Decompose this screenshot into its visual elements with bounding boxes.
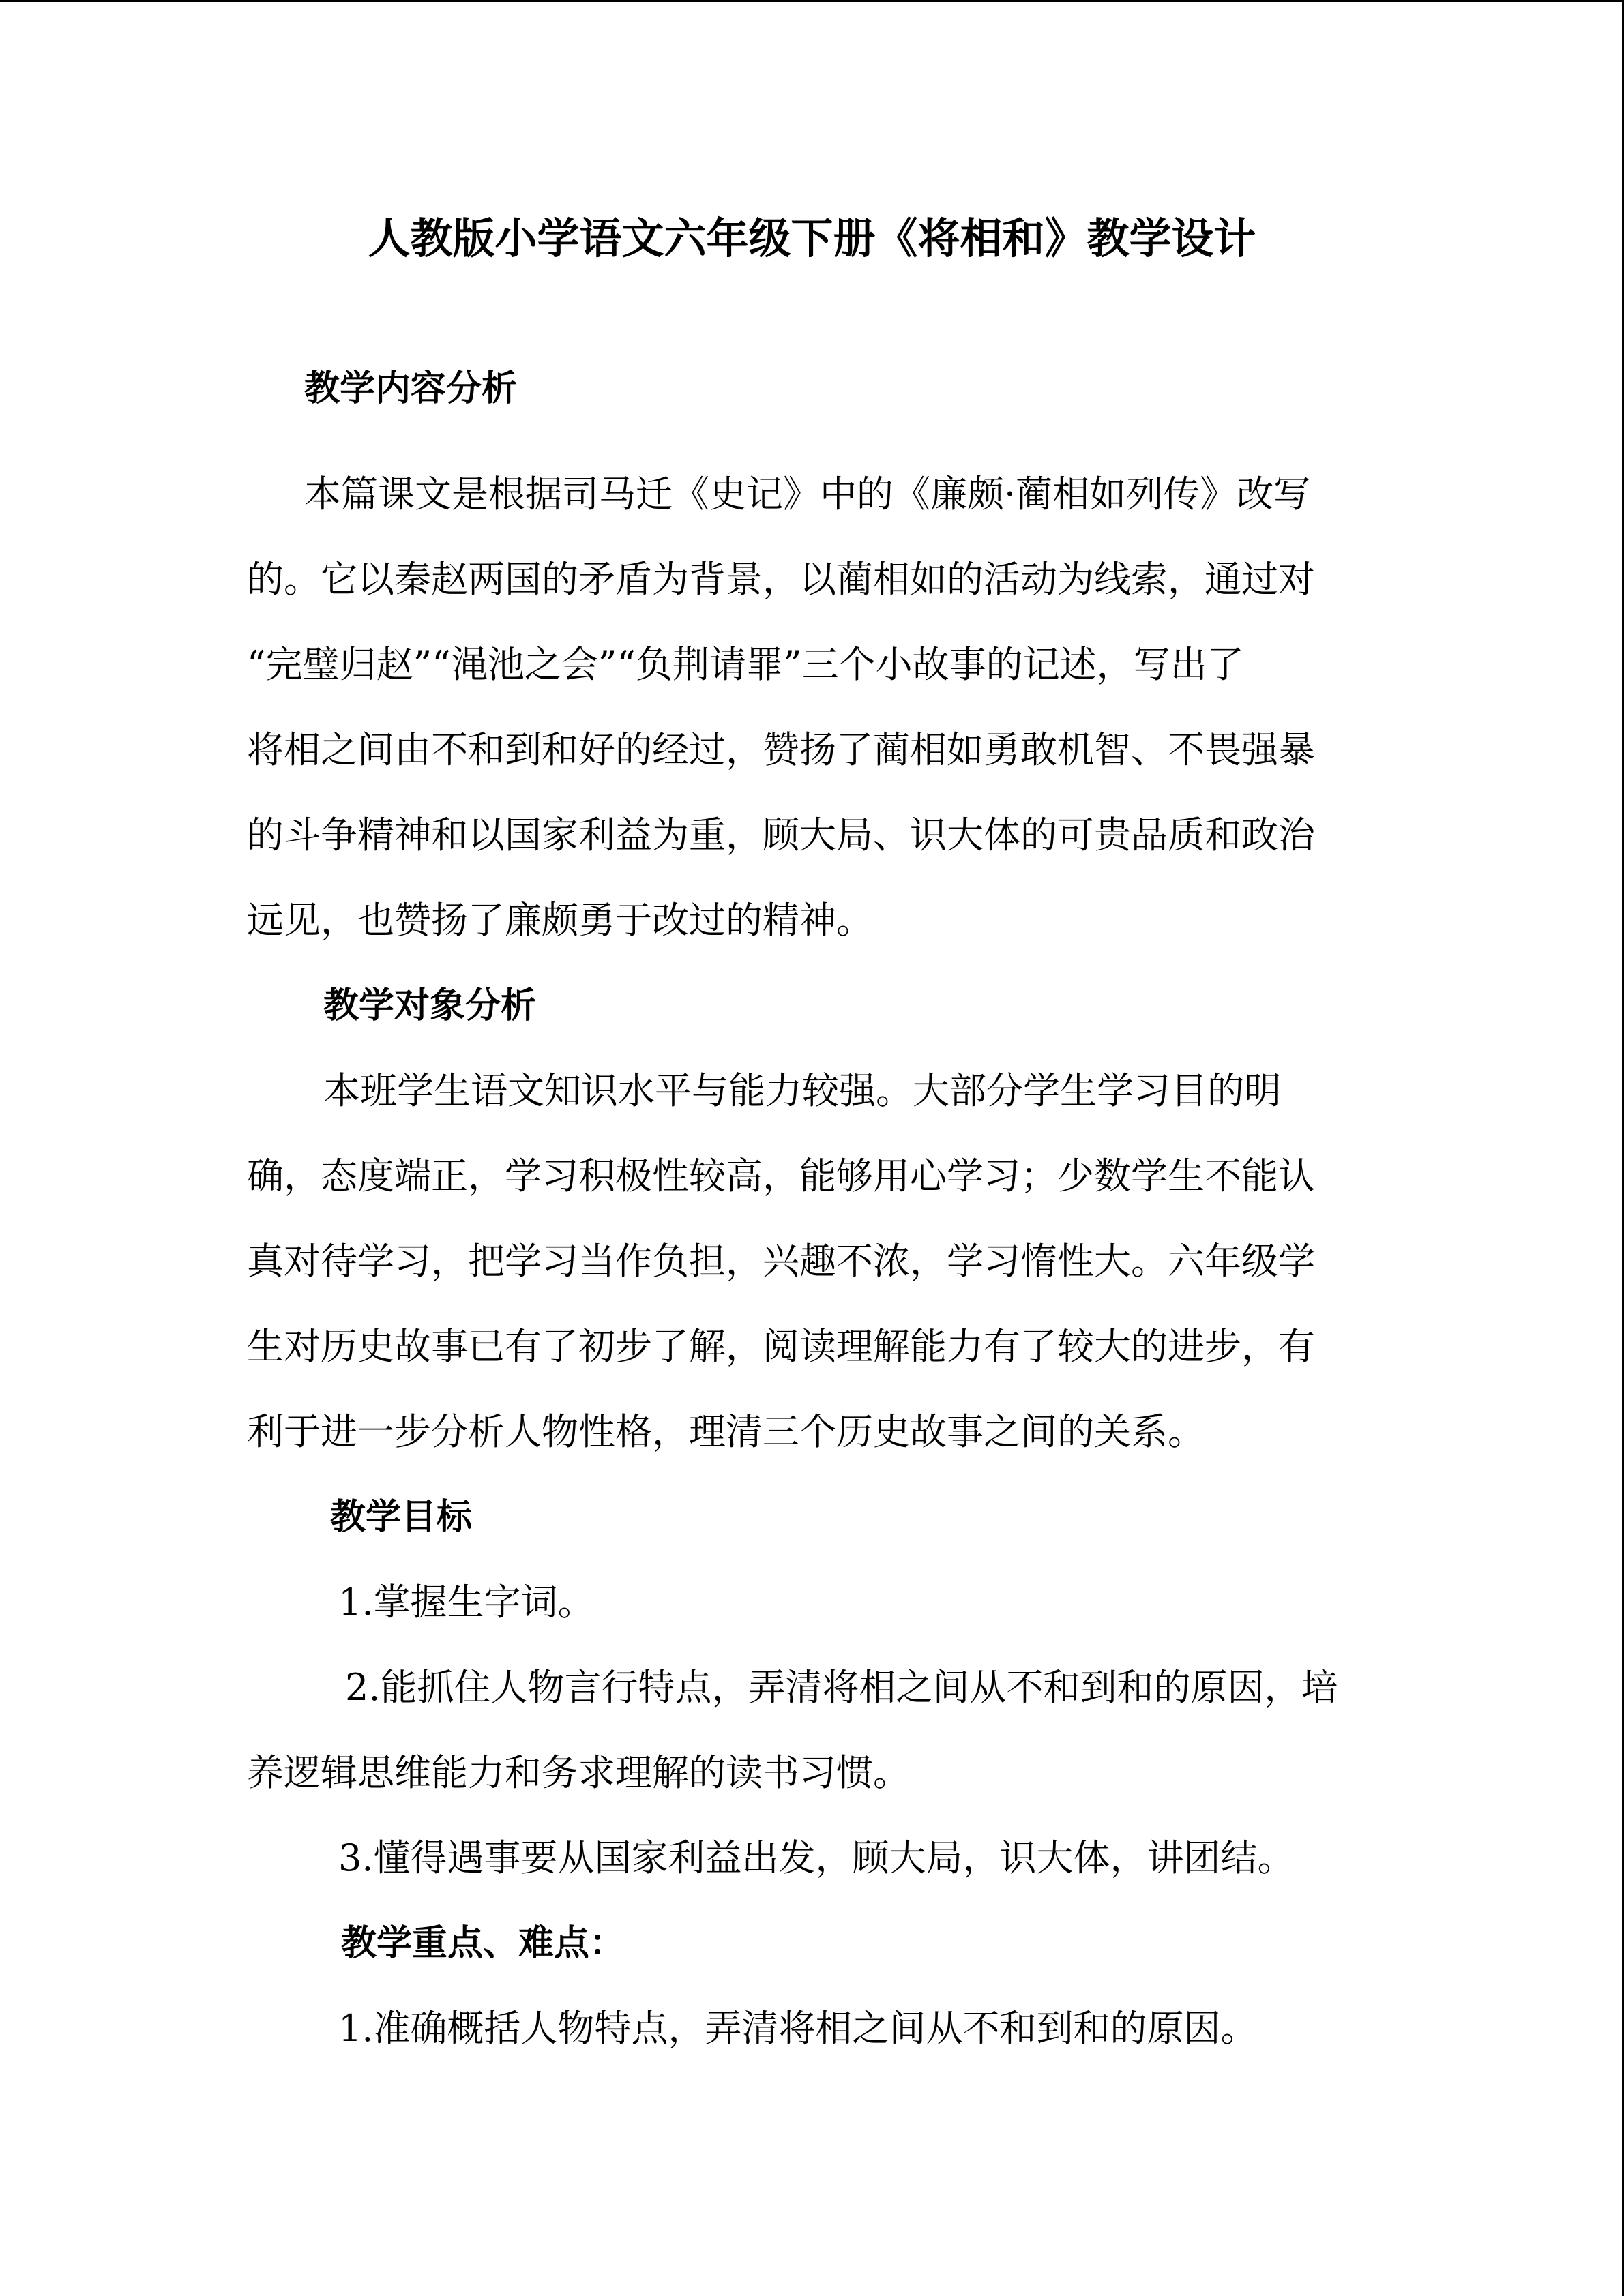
objective-item: 1.掌握生字词。 (338, 1581, 595, 1624)
paragraph-line: 本班学生语文知识水平与能力较强。大部分学生学习目的明 (323, 1069, 1281, 1112)
paragraph-line: 养逻辑思维能力和务求理解的读书习惯。 (247, 1751, 910, 1794)
heading-key-points: 教学重点、难点： (341, 1923, 625, 1964)
paragraph-line: “完璧归赵”“渑池之会”“负荆请罪”三个小故事的记述，写出了 (247, 643, 1244, 686)
document-title: 人教版小学语文六年级下册《将相和》教学设计 (368, 213, 1256, 263)
paragraph-line: 的斗争精神和以国家利益为重，顾大局、识大体的可贵品质和政治 (247, 814, 1315, 856)
paragraph-line: 的。它以秦赵两国的矛盾为背景，以蔺相如的活动为线索，通过对 (247, 558, 1315, 601)
objective-item: 2.能抓住人物言行特点，弄清将相之间从不和到和的原因，培 (345, 1666, 1338, 1709)
objective-item: 3.懂得遇事要从国家利益出发，顾大局，识大体，讲团结。 (338, 1836, 1295, 1879)
paragraph-line: 将相之间由不和到和好的经过，赞扬了蔺相如勇敢机智、不畏强暴 (247, 728, 1315, 771)
heading-objectives: 教学目标 (330, 1497, 473, 1538)
paragraph-line: 本篇课文是根据司马迁《史记》中的《廉颇·蔺相如列传》改写 (304, 473, 1311, 516)
key-point-item: 1.准确概括人物特点，弄清将相之间从不和到和的原因。 (338, 2007, 1258, 2050)
paragraph-line: 确，态度端正，学习积极性较高，能够用心学习；少数学生不能认 (247, 1154, 1315, 1197)
paragraph-line: 真对待学习，把学习当作负担，兴趣不浓，学习惰性大。六年级学 (247, 1240, 1315, 1283)
paragraph-line: 远见，也赞扬了廉颇勇于改过的精神。 (247, 899, 873, 942)
paragraph-line: 生对历史故事已有了初步了解，阅读理解能力有了较大的进步，有 (247, 1325, 1315, 1368)
top-border-line (0, 0, 1624, 2)
heading-student-analysis: 教学对象分析 (323, 985, 537, 1026)
paragraph-line: 利于进一步分析人物性格，理清三个历史故事之间的关系。 (247, 1410, 1205, 1453)
heading-content-analysis: 教学内容分析 (304, 368, 518, 409)
